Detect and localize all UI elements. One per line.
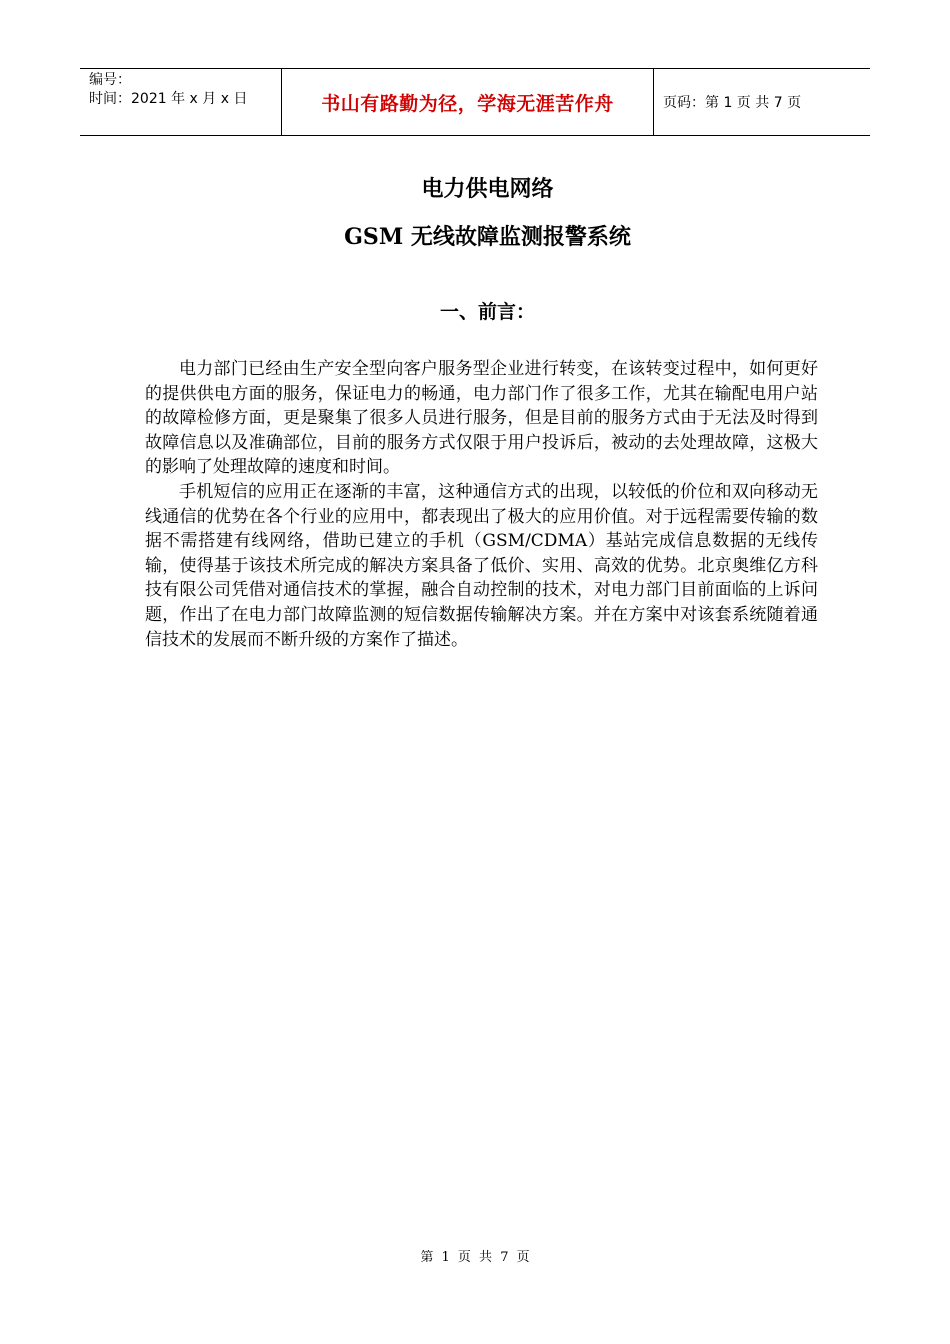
page-footer: 第 1 页 共 7 页 — [420, 1250, 530, 1265]
header-motto-cell — [281, 69, 654, 135]
document-date: 时间：2021 年 x 月 x 日 — [89, 91, 248, 107]
section-heading: 一、前言： — [439, 301, 535, 323]
paragraph: 手机短信的应用正在逐渐的丰富，这种通信方式的出现，以较低的价位和双向移动无线通信的优势在各个行业的应用中，都表现出了极大的应用价值。对于远程需要传输的数据不需搭建有线网络，借助已建立的手机（GSM/CDMA）基站完成信息数据的无线传输，使得基于该技术所完成的解决方案具备了低价、实用、高效的优势。北京奥维亿方科技有限公司凭借对通信技术的掌握，融合自动控制的技术，对电力部门目前面临的上诉问题，作出了在电力部门故障监测的短信数据传输解决方案。并在方案中对该套系统随着通信技术的发展而不断升级的方案作了描述。 — [145, 481, 818, 650]
paragraph: 电力部门已经由生产安全型向客户服务型企业进行转变，在该转变过程中，如何更好的提供供电方面的服务，保证电力的畅通，电力部门作了很多工作，尤其在输配电用户站的故障检修方面，更是聚集了很多人员进行服务，但是目前的服务方式由于无法及时得到故障信息以及准确部位，目前的服务方式仅限于用户投诉后，被动的去处理故障，这极大的影响了处理故障的速度和时间。 — [145, 359, 818, 478]
document-body — [145, 357, 818, 652]
header-page-info: 页码：第 1 页 共 7 页 — [663, 95, 802, 111]
header-page-cell — [654, 69, 870, 135]
document-title-line1: 电力供电网络 — [421, 176, 554, 202]
header-motto: 书山有路勤为径，学海无涯苦作舟 — [321, 92, 614, 115]
page-header — [80, 68, 870, 136]
header-meta-cell — [80, 69, 281, 135]
document-number-label: 编号： — [89, 72, 131, 88]
document-title-line2: GSM 无线故障监测报警系统 — [344, 224, 631, 250]
